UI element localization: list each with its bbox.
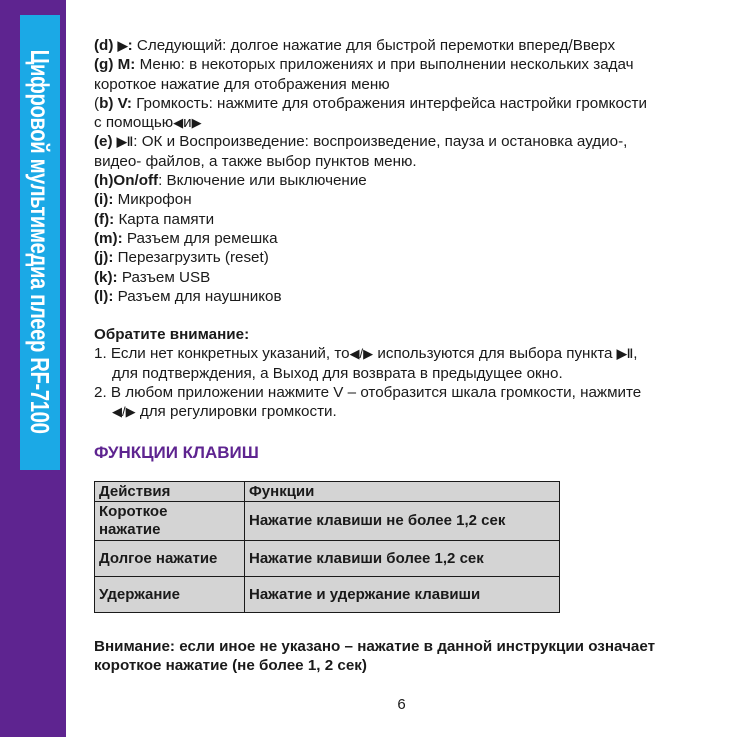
button-g-line: (g) M: Меню: в некоторых приложениях и при выполнении нескольких задач — [94, 56, 634, 74]
play-pause-icon: ▶‖ — [116, 134, 134, 150]
table-cell-function: Нажатие клавиши более 1,2 сек — [245, 541, 560, 577]
button-h-line: (h)On/off: Включение или выключение — [94, 172, 367, 190]
button-e-line: (e) ▶‖: ОК и Воспроизведение: воспроизведение, пауза и остановка аудио-, — [94, 133, 628, 151]
warning-note: Внимание: если иное не указано – нажатие в данной инструкции означает короткое нажатие (не более 1, 2 сек) — [94, 638, 656, 675]
table-cell-action: Удержание — [95, 577, 245, 613]
key-functions-table — [94, 481, 560, 613]
section-title: ФУНКЦИИ КЛАВИШ — [94, 442, 259, 462]
play-right-icon: ▶ — [117, 38, 128, 53]
table-header-row — [95, 482, 560, 502]
table-header: Функции — [245, 482, 560, 502]
button-b-line: (b) V: Громкость: нажмите для отображения интерфейса настройки громкости — [94, 94, 647, 112]
button-j-line: (j): Перезагрузить (reset) — [94, 249, 269, 267]
page-number: 6 — [397, 696, 406, 713]
note-title: Обратите внимание: — [94, 326, 250, 344]
sidebar-title: Цифровой мультимедиа плеер RF-7100 — [25, 50, 56, 434]
play-pause-icon: ▶‖ — [616, 346, 634, 362]
button-m-line: (m): Разъем для ремешка — [94, 229, 278, 247]
table-row — [95, 541, 560, 577]
table-cell-action: Короткое нажатие — [95, 502, 245, 541]
table-header: Действия — [95, 482, 245, 502]
button-i-line: (i): Микрофон — [94, 191, 192, 209]
note-item-2: 2. В любом приложении нажмите V – отобразится шкала громкости, нажмите — [94, 384, 642, 402]
sidebar-band — [0, 0, 66, 737]
button-d-line: (d) ▶: Следующий: долгое нажатие для быстрой перемотки вперед/Вверх — [94, 37, 616, 54]
table-row — [95, 577, 560, 613]
button-l-line: (l): Разъем для наушников — [94, 287, 282, 305]
table-row — [95, 502, 560, 541]
arrow-right-icon: ▶ — [191, 115, 202, 131]
arrows-left-right-icon: ◀/▶ — [112, 404, 136, 420]
table-cell-function: Нажатие клавиши не более 1,2 сек — [245, 502, 560, 541]
button-k-line: (k): Разъем USB — [94, 268, 211, 286]
table-cell-function: Нажатие и удержание клавиши — [245, 577, 560, 613]
arrows-left-right-icon: ◀/▶ — [349, 346, 374, 362]
note-item-1: 1. Если нет конкретных указаний, то◀/▶ используются для выбора пункта ▶‖, — [94, 345, 638, 363]
menu-key-label: M: — [117, 56, 136, 74]
arrow-left-icon: ◀ — [173, 115, 184, 131]
button-key: (d) — [94, 37, 114, 54]
table-cell-action: Долгое нажатие — [95, 541, 245, 577]
button-f-line: (f): Карта памяти — [94, 210, 215, 228]
button-descriptions: (d) ▶: Следующий: долгое нажатие для быстрой перемотки вперед/Вверх (g) M: Меню: в некоторых приложениях и при выполнении нескольких задач короткое нажатие для отображения меню (b) V: Громкость: нажмите для отображения интерфейса настройки громкости с помощью◀и▶ (e) ▶‖: ОК и Воспроизведение: воспроизведение, пауза и остановка аудио-, видео- файлов, а также выбор пунктов меню. (h)On/off: Включение или выключение (i): Микрофон (f): Карта памяти (m): Разъем для ремешка (j): Перезагрузить (reset) (k): Разъем USB (l): Разъем для наушников Обратите внимание: 1. Если нет конкретных указаний, то◀/▶ используются для выбора пункта ▶‖, для подтверждения, а Выход для возврата в предыдущее окно. 2. В любом приложении нажмите V – отобразится шкала громкости, нажмите ◀/▶ для регулировки громкости. ФУНКЦИИ КЛАВИШ — [94, 36, 714, 464]
